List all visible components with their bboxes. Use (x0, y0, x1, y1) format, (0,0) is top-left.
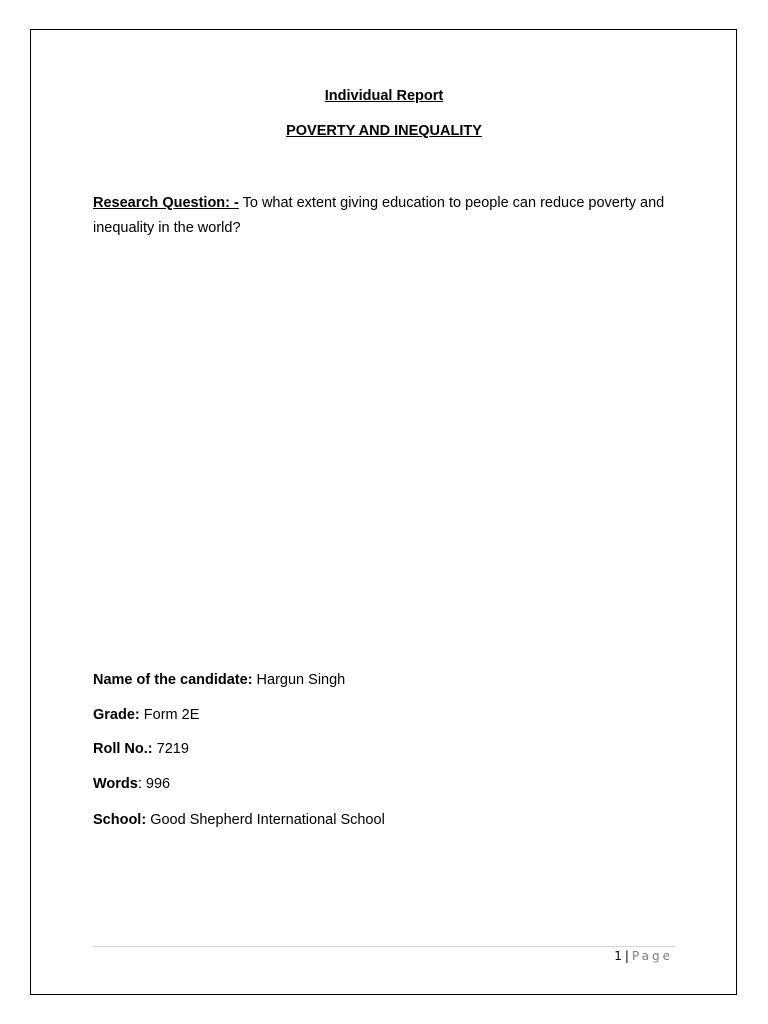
candidate-name-line (93, 672, 345, 688)
school-value: Good Shepherd International School (146, 812, 385, 828)
page-label: Page (631, 949, 673, 963)
candidate-name-value: Hargun Singh (252, 672, 346, 688)
page-border (30, 29, 737, 995)
school-line (93, 812, 385, 828)
word-count-label: Words (93, 776, 138, 792)
roll-number-line (93, 741, 189, 757)
research-question-text: To what extent giving education to people can reduce poverty and inequality in the world? (93, 195, 665, 236)
grade-label: Grade: (93, 707, 140, 723)
word-count-line (93, 776, 170, 792)
footer-separator: | (624, 949, 629, 963)
school-label: School: (93, 812, 147, 828)
candidate-name-label: Name of the candidate: (93, 672, 253, 688)
grade-line (93, 707, 199, 723)
footer-divider (93, 946, 676, 947)
report-subtitle: POVERTY AND INEQUALITY (286, 123, 482, 139)
roll-number-value: 7219 (152, 741, 189, 757)
research-question-label: Research Question: - (93, 195, 239, 211)
page-footer (614, 949, 673, 963)
grade-value: Form 2E (139, 707, 200, 723)
page-number: 1 (614, 949, 622, 963)
roll-number-label: Roll No.: (93, 741, 153, 757)
report-title: Individual Report (324, 88, 444, 104)
word-count-value: : 996 (137, 776, 171, 792)
research-question (93, 191, 688, 241)
